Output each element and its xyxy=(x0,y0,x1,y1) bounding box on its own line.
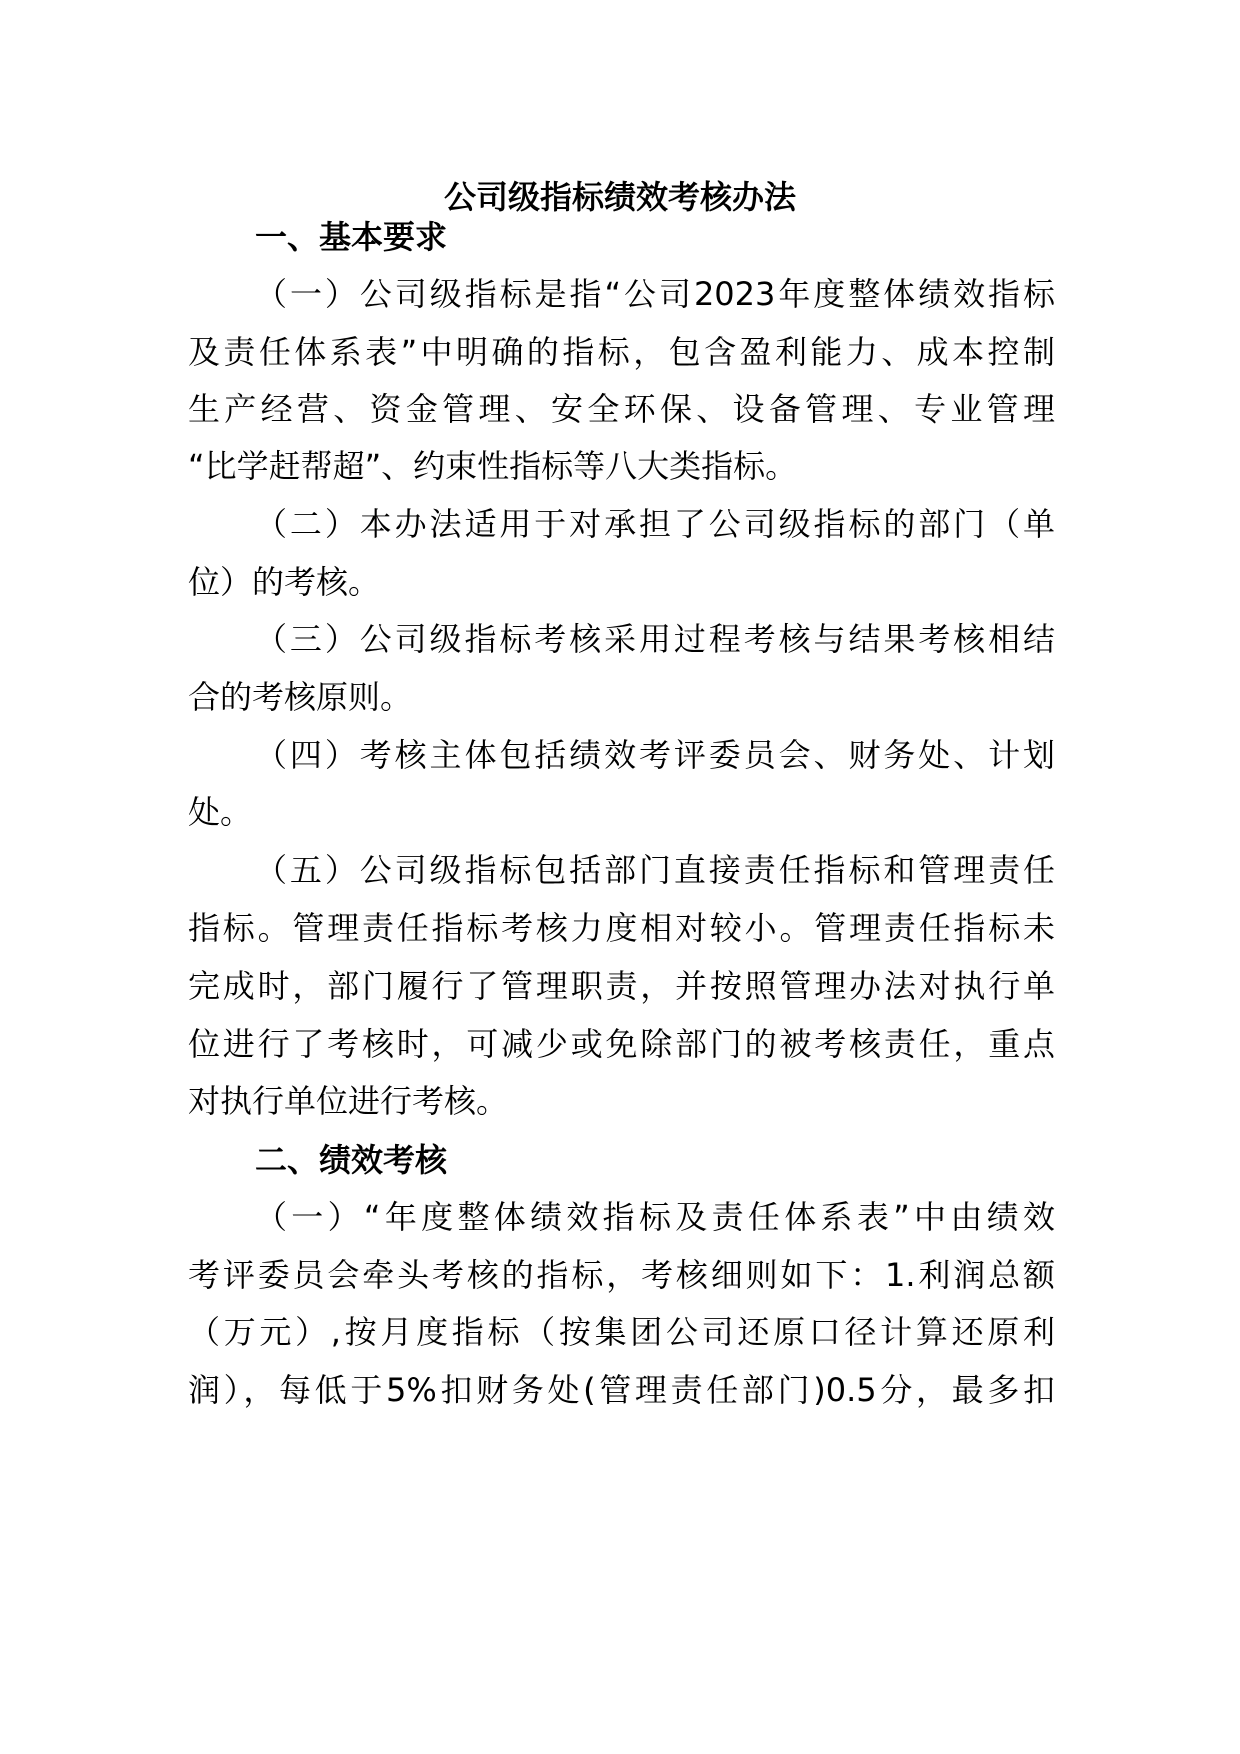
paragraph-line: 完成时，部门履行了管理职责，并按照管理办法对执行单 xyxy=(188,967,1055,1005)
paragraph-line: 润），每低于5%扣财务处(管理责任部门)0.5分，最多扣 xyxy=(188,1371,1055,1409)
paragraph-line: 指标。管理责任指标考核力度相对较小。管理责任指标未 xyxy=(188,909,1055,947)
paragraph-line: “比学赶帮超”、约束性指标等八大类指标。 xyxy=(188,447,798,485)
paragraph-line: 对执行单位进行考核。 xyxy=(188,1082,509,1120)
paragraph-line: （二）本办法适用于对承担了公司级指标的部门（单 xyxy=(255,505,1055,543)
paragraph-line: （万元）,按月度指标（按集团公司还原口径计算还原利 xyxy=(188,1313,1055,1351)
paragraph-line: 处。 xyxy=(188,793,253,831)
paragraph-line: 考评委员会牵头考核的指标，考核细则如下：1.利润总额 xyxy=(188,1256,1055,1294)
paragraph-line: （四）考核主体包括绩效考评委员会、财务处、计划 xyxy=(255,736,1055,774)
paragraph-line: 合的考核原则。 xyxy=(188,678,413,716)
paragraph-line: （三）公司级指标考核采用过程考核与结果考核相结 xyxy=(255,620,1055,658)
paragraph-line: 位进行了考核时，可减少或免除部门的被考核责任，重点 xyxy=(188,1025,1055,1063)
paragraph-line: 位）的考核。 xyxy=(188,563,381,601)
paragraph-line: （一）公司级指标是指“公司2023年度整体绩效指标 xyxy=(255,275,1055,313)
paragraph-line: 及责任体系表”中明确的指标，包含盈利能力、成本控制 xyxy=(188,333,1055,371)
document-title: 公司级指标绩效考核办法 xyxy=(443,178,796,216)
section-heading-performance-assessment: 二、绩效考核 xyxy=(255,1141,448,1179)
paragraph-line: （五）公司级指标包括部门直接责任指标和管理责任 xyxy=(255,851,1055,889)
paragraph-line: （一）“年度整体绩效指标及责任体系表”中由绩效 xyxy=(255,1198,1055,1236)
section-heading-basic-requirements: 一、基本要求 xyxy=(255,218,448,256)
paragraph-line: 生产经营、资金管理、安全环保、设备管理、专业管理 xyxy=(188,390,1055,428)
